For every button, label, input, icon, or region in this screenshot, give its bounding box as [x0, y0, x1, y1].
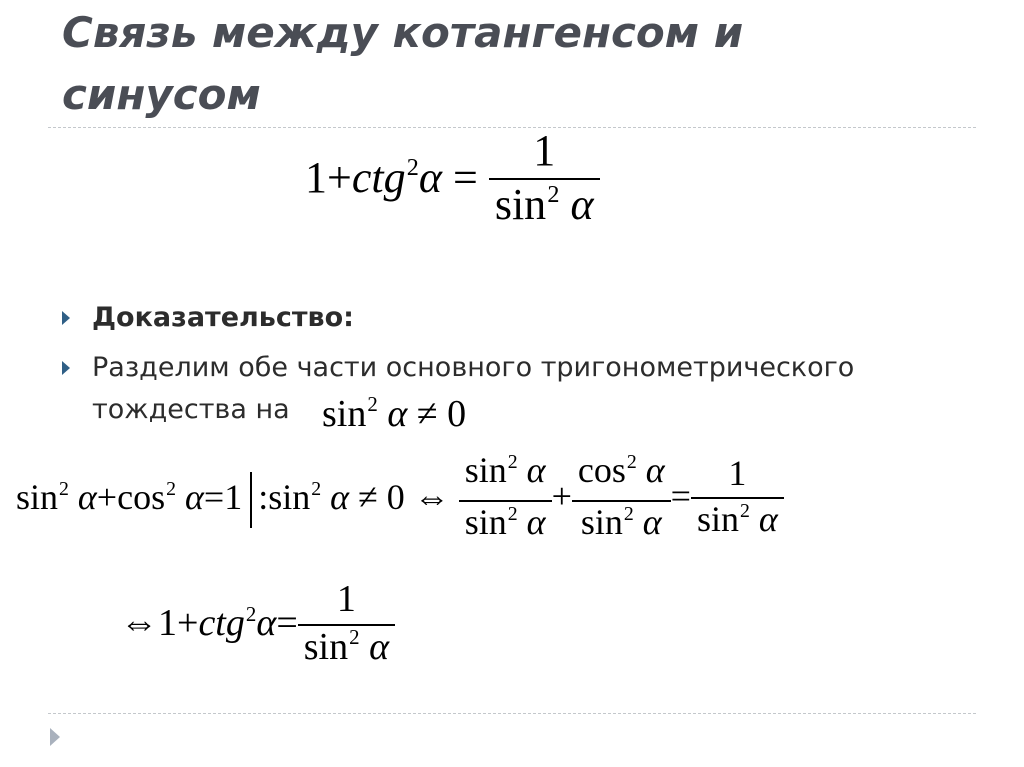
derivation-eq: =: [203, 476, 225, 517]
main-formula-alpha: α: [418, 152, 442, 202]
footer-triangle-icon: [50, 728, 60, 746]
frac-exp: 2: [626, 451, 637, 474]
frac-alpha: α: [526, 450, 546, 490]
frac-alpha: α: [526, 501, 546, 542]
frac-sin: sin: [696, 498, 739, 539]
result-eq: =: [276, 602, 298, 645]
derivation-zero: 0: [386, 476, 405, 517]
derivation-exp: 2: [311, 477, 322, 500]
derivation-alpha: α: [184, 476, 204, 517]
derivation-iff: ⇔: [413, 476, 450, 517]
result-den-exp: 2: [349, 625, 360, 650]
main-formula-den-alpha: α: [570, 180, 594, 230]
derivation-formula: [16, 452, 784, 548]
derivation-colon: :: [258, 476, 269, 517]
derivation-alpha: α: [330, 476, 350, 517]
inline-formula-exp: 2: [367, 392, 378, 417]
derivation-plus-2: +: [551, 476, 572, 517]
derivation-frac2-num: [572, 452, 671, 496]
result-denominator: [298, 625, 395, 673]
derivation-eq-2: =: [670, 476, 691, 517]
bottom-divider: [48, 713, 976, 714]
main-formula-numerator: 1: [533, 126, 556, 175]
result-one: 1: [158, 602, 177, 645]
derivation-neq: ≠: [358, 476, 378, 517]
result-den-sin: sin: [303, 625, 349, 668]
derivation-sin: sin: [16, 476, 59, 517]
main-formula-den-sin: sin: [494, 180, 547, 230]
main-formula-plus: +: [327, 152, 352, 202]
frac-sin: sin: [464, 501, 507, 542]
bullet-divide-line1: Разделим обе части основного тригонометрического: [92, 352, 855, 383]
main-formula-one: 1: [305, 152, 327, 202]
slide-title-line2: синусом: [62, 70, 261, 119]
bullet-marker: [62, 311, 70, 325]
derivation-fraction-cos: [572, 452, 671, 548]
derivation-fraction-sin: [459, 452, 552, 548]
frac-cos: cos: [577, 450, 626, 490]
result-iff: ⇔: [120, 602, 158, 645]
derivation-one: 1: [224, 476, 243, 517]
main-formula-eq: =: [453, 152, 478, 202]
derivation-divider-bar: [250, 472, 252, 528]
derivation-frac3-den: [691, 498, 784, 545]
inline-formula-zero: 0: [447, 393, 467, 435]
derivation-sin: sin: [268, 476, 311, 517]
result-ctg: ctg: [198, 602, 245, 645]
frac-sin: sin: [580, 501, 623, 542]
result-numerator: 1: [336, 578, 356, 620]
main-formula-fraction: [489, 128, 600, 235]
derivation-exp: 2: [166, 477, 176, 500]
result-formula: [120, 580, 395, 673]
main-formula-exp: 2: [406, 153, 419, 181]
derivation-fraction-one: [691, 455, 784, 545]
frac-sin: sin: [464, 450, 507, 490]
bullet-proof-text: Доказательство:: [92, 302, 354, 333]
slide-title-line1: Связь между котангенсом и: [62, 8, 744, 57]
frac-exp: 2: [507, 502, 518, 525]
derivation-condition: [258, 475, 450, 525]
main-formula-ctg: ctg: [351, 152, 406, 202]
derivation-frac1-den: [459, 501, 552, 548]
derivation-alpha: α: [77, 476, 97, 517]
derivation-frac1-num: [459, 452, 552, 496]
derivation-plus: +: [96, 476, 118, 517]
result-exp: 2: [245, 601, 257, 626]
inline-formula-sin: sin: [322, 393, 367, 435]
derivation-frac2-den: [572, 501, 671, 548]
result-alpha: α: [256, 602, 277, 645]
derivation-lhs: [16, 475, 242, 525]
frac-alpha: α: [758, 498, 778, 539]
bullet-proof: [62, 298, 962, 338]
frac-exp: 2: [507, 451, 518, 474]
bullet-divide-line2: тождества на: [92, 394, 290, 425]
frac-exp: 2: [623, 502, 634, 525]
frac-alpha: α: [645, 450, 665, 490]
frac-exp: 2: [739, 499, 750, 522]
derivation-exp: 2: [59, 477, 69, 500]
inline-formula-neq: ≠: [416, 393, 438, 435]
main-formula-den-exp: 2: [547, 181, 560, 209]
bullet-marker: [62, 361, 70, 375]
inline-formula-alpha: α: [387, 393, 408, 435]
main-formula: [305, 128, 600, 235]
inline-formula: [322, 392, 466, 436]
result-den-alpha: α: [369, 625, 390, 668]
main-formula-denominator: [489, 182, 600, 235]
derivation-cos: cos: [117, 476, 166, 517]
derivation-frac3-num: 1: [728, 453, 747, 493]
result-fraction: [298, 580, 395, 673]
result-plus: +: [177, 602, 199, 645]
slide-title: [62, 2, 962, 126]
frac-alpha: α: [642, 501, 662, 542]
bullet-divide: [62, 348, 982, 432]
